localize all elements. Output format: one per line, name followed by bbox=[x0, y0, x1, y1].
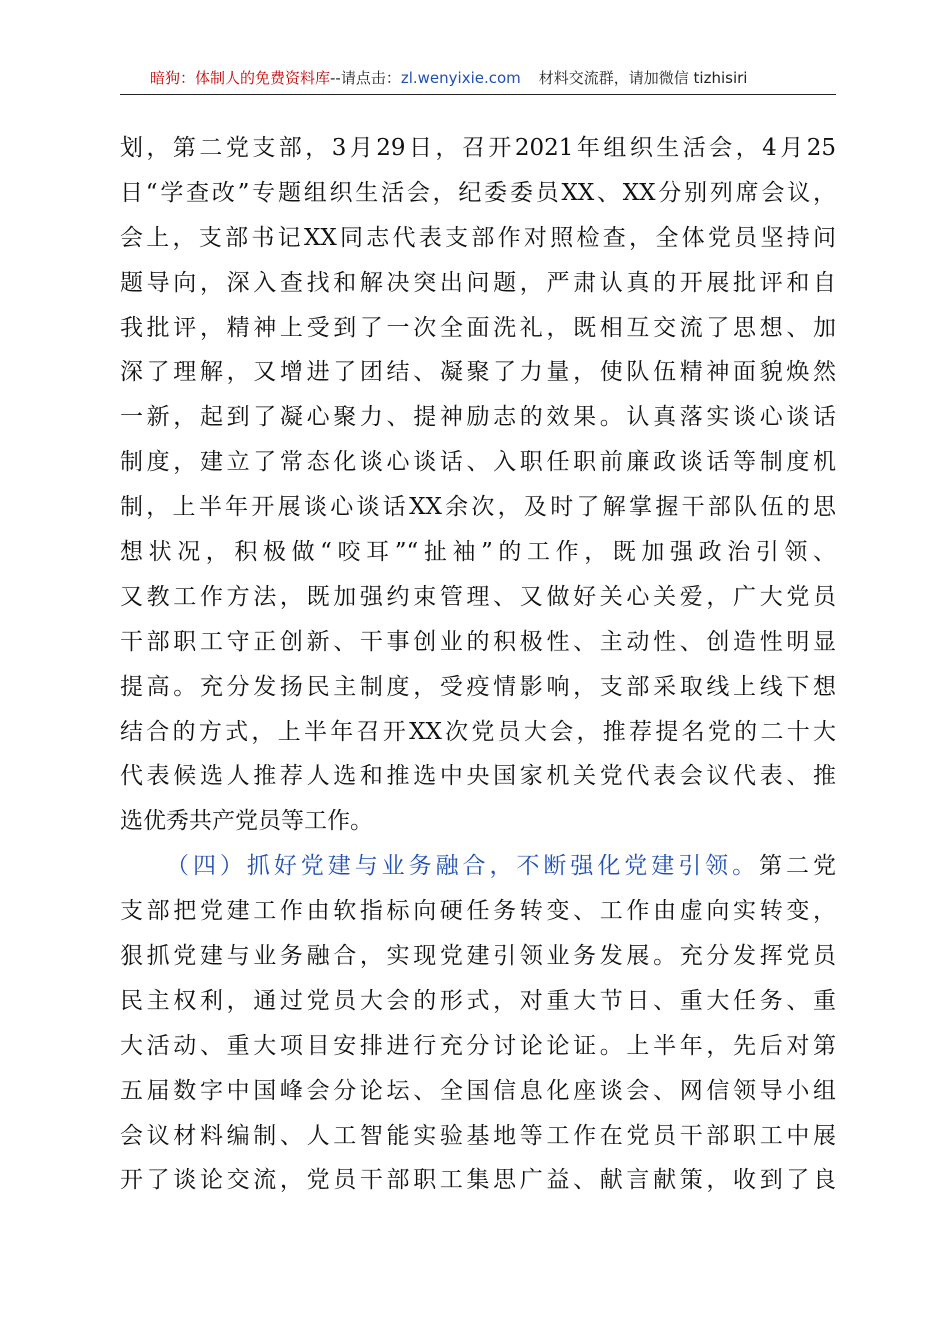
text-line: 狠抓党建与业务融合，实现党建引领业务发展。充分发挥党员 bbox=[120, 943, 836, 970]
text-line: 民主权利，通过党员大会的形式，对重大节日、重大任务、重 bbox=[120, 987, 836, 1014]
text-line bbox=[120, 844, 836, 889]
section-heading: （四）抓好党建与业务融合，不断强化党建引领。 bbox=[166, 853, 760, 880]
page-header bbox=[120, 66, 836, 95]
text-line: 提高。充分发扬民主制度，受疫情影响，支部采取线上线下想 bbox=[120, 673, 836, 700]
header-link[interactable]: zl.wenyixie.com bbox=[400, 69, 521, 87]
header-brand: 暗狗：体制人的免费资料库 bbox=[150, 69, 331, 87]
paragraph-2 bbox=[120, 844, 836, 1203]
heading-line-rest: 第二党 bbox=[759, 853, 837, 880]
text-line: 选优秀共产党员等工作。 bbox=[120, 808, 373, 835]
header-link-prefix: --请点击： bbox=[330, 69, 401, 87]
text-line: 划，第二党支部，3月29日，召开2021年组织生活会，4月25 bbox=[120, 135, 836, 161]
text-line: 开了谈论交流，党员干部职工集思广益、献言献策，收到了良 bbox=[120, 1167, 836, 1194]
text-line: 日“学查改”专题组织生活会，纪委委员XX、XX分别列席会议， bbox=[120, 179, 836, 206]
text-line: 干部职工守正创新、干事创业的积极性、主动性、创造性明显 bbox=[120, 628, 836, 655]
text-line: 五届数字中国峰会分论坛、全国信息化座谈会、网信领导小组 bbox=[120, 1077, 836, 1104]
text-line: 支部把党建工作由软指标向硬任务转变、工作由虚向实转变， bbox=[120, 898, 836, 925]
text-line: 想状况，积极做“咬耳”“扯袖”的工作，既加强政治引领、 bbox=[120, 539, 836, 566]
text-line: 题导向，深入查找和解决突出问题，严肃认真的开展批评和自 bbox=[120, 269, 836, 296]
text-line: 大活动、重大项目安排进行充分讨论论证。上半年，先后对第 bbox=[120, 1032, 836, 1059]
document-body bbox=[120, 126, 836, 1203]
text-line: 制，上半年开展谈心谈话XX余次，及时了解掌握干部队伍的思 bbox=[120, 494, 836, 521]
text-line: 会议材料编制、人工智能实验基地等工作在党员干部职工中展 bbox=[120, 1122, 836, 1149]
text-line: 深了理解，又增进了团结、凝聚了力量，使队伍精神面貌焕然 bbox=[120, 359, 836, 386]
text-line: 代表候选人推荐人选和推选中央国家机关党代表会议代表、推 bbox=[120, 763, 836, 790]
text-line: 制度，建立了常态化谈心谈话、入职任职前廉政谈话等制度机 bbox=[120, 449, 836, 476]
text-line: 会上，支部书记XX同志代表支部作对照检查，全体党员坚持问 bbox=[120, 224, 836, 251]
text-line: 结合的方式，上半年召开XX次党员大会，推荐提名党的二十大 bbox=[120, 718, 836, 745]
text-line: 我批评，精神上受到了一次全面洗礼，既相互交流了思想、加 bbox=[120, 314, 836, 341]
text-line: 又教工作方法，既加强约束管理、又做好关心关爱，广大党员 bbox=[120, 583, 836, 610]
paragraph-1 bbox=[120, 126, 836, 844]
text-line: 一新，起到了凝心聚力、提神励志的效果。认真落实谈心谈话 bbox=[120, 404, 836, 431]
header-group-text: 材料交流群，请加微信 tizhisiri bbox=[538, 69, 748, 87]
